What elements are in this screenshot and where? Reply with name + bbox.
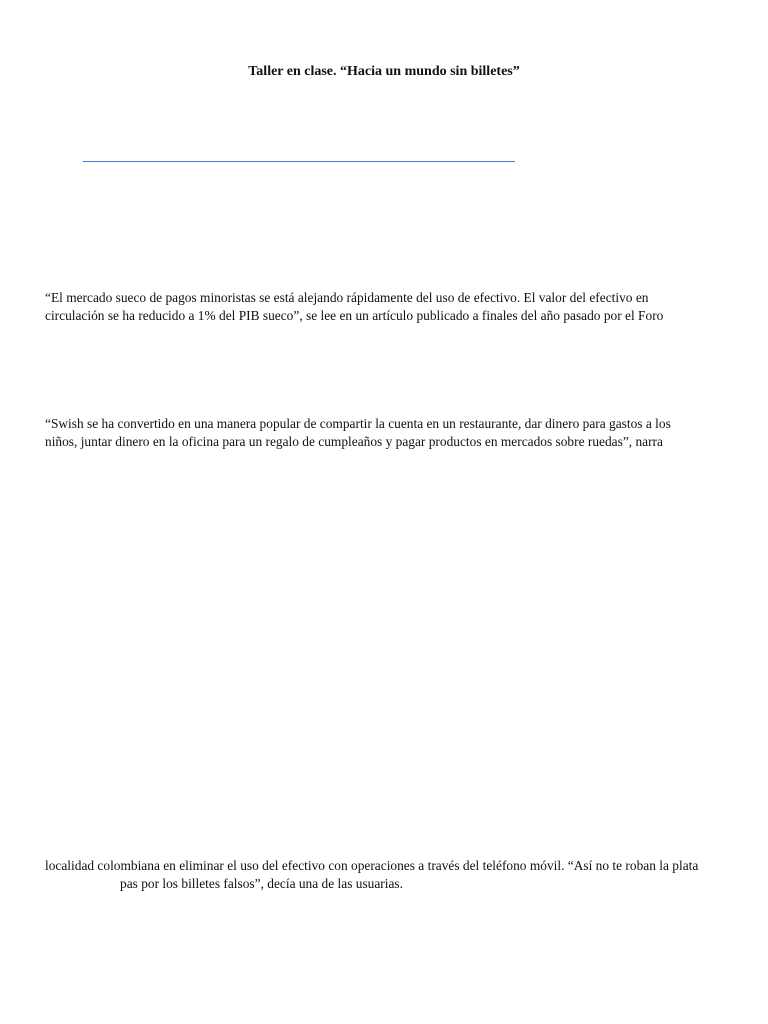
paragraph-2-line-1: “Swish se ha convertido en una manera popular de compartir la cuenta en un restaurante, dar dinero para gastos a los: [45, 416, 671, 431]
paragraph-3-line-1: localidad colombiana en eliminar el uso del efectivo con operaciones a través del teléfono móvil. “Así no te roban la plata: [45, 858, 699, 873]
paragraph-2: [45, 415, 735, 451]
paragraph-1-line-1: “El mercado sueco de pagos minoristas se está alejando rápidamente del uso de efectivo. El valor del efectivo en: [45, 290, 649, 305]
paragraph-2-line-2: niños, juntar dinero en la oficina para un regalo de cumpleaños y pagar productos en mercados sobre ruedas”, narra: [45, 434, 663, 449]
blue-underline-rule: [83, 161, 515, 162]
paragraph-3-line-2: pas por los billetes falsos”, decía una de las usuarias.: [120, 876, 403, 891]
document-title: Taller en clase. “Hacia un mundo sin billetes”: [248, 64, 520, 79]
paragraph-1: [45, 289, 735, 325]
paragraph-1-line-2: circulación se ha reducido a 1% del PIB sueco”, se lee en un artículo publicado a finales del año pasado por el Foro: [45, 308, 664, 323]
paragraph-3: [45, 857, 735, 893]
